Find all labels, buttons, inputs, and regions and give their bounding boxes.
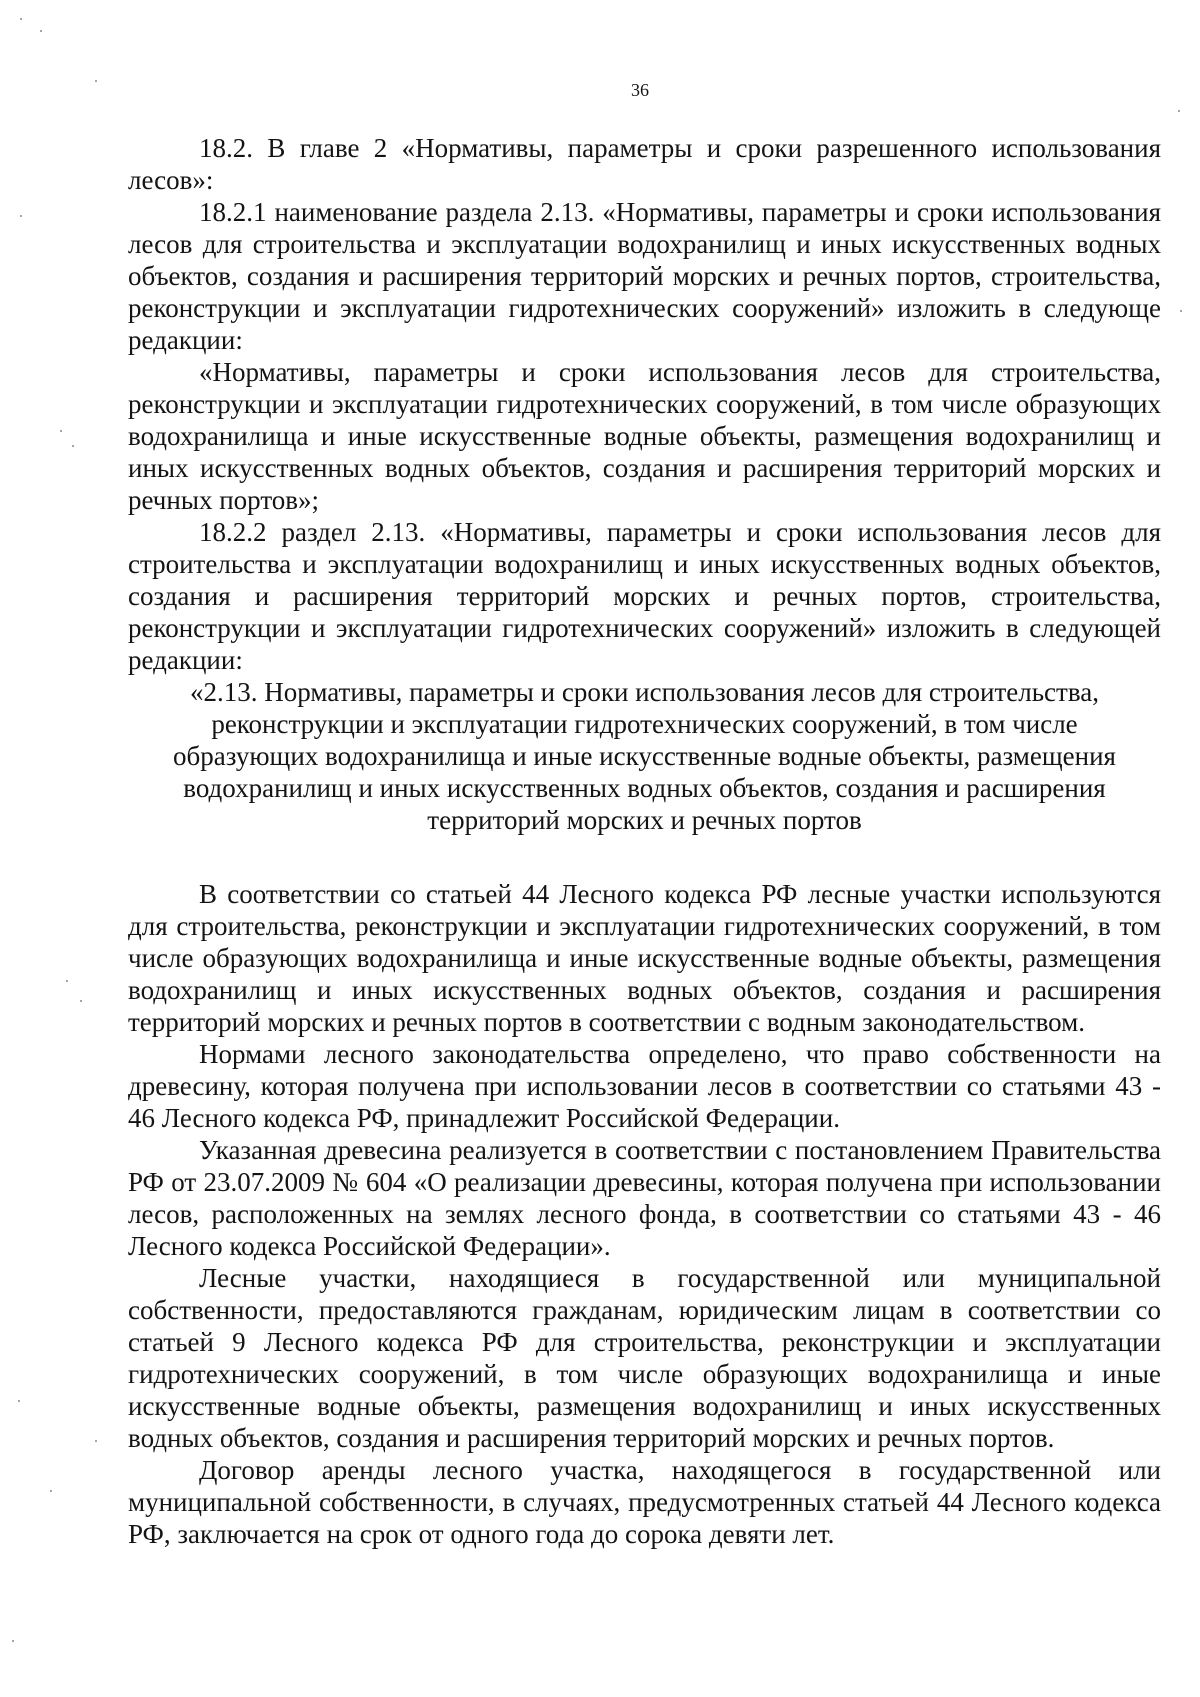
scan-speck (40, 30, 42, 32)
heading-line: образующих водохранилища и иные искусственные водные объекты, размещения (173, 741, 1116, 771)
scan-speck (18, 1400, 20, 1402)
paragraph-18-2-intro: 18.2. В главе 2 «Нормативы, параметры и сроки разрешенного использования лесов»: (128, 133, 1161, 195)
scan-speck (20, 215, 22, 217)
body-paragraph-3: Указанная древесина реализуется в соответствии с постановлением Правительства РФ от 23.07.2009 № 604 «О реализации древесины, которая получена при использовании лесов, расположенных на землях лесного фонда, в соответствии со статьями 43 - 46 Лесного кодекса Российской Федерации». (128, 1135, 1161, 1261)
scan-speck (50, 1490, 52, 1492)
document-text (128, 132, 1161, 1550)
body-paragraph-1: В соответствии со статьей 44 Лесного кодекса РФ лесные участки используются для строительства, реконструкции и эксплуатации гидротехнических сооружений, в том числе образующих водохранилища и иные искусственные водные объекты, размещения водохранилищ и иных искусственных водных объектов, создания и расширения территорий морских и речных портов в соответствии с водным законодательством. (128, 879, 1161, 1037)
scan-speck (72, 445, 74, 447)
scan-speck (20, 18, 22, 20)
scan-speck (95, 80, 97, 82)
body-paragraph-4: Лесные участки, находящиеся в государственной или муниципальной собственности, предоставляются гражданам, юридическим лицам в соответствии со статьей 9 Лесного кодекса РФ для строительства, реконструкции и эксплуатации гидротехнических сооружений, в том числе образующих водохранилища и иные искусственные водные объекты, размещения водохранилищ и иных искусственных водных объектов, создания и расширения территорий морских и речных портов. (128, 1263, 1161, 1453)
page-number: 36 (631, 80, 649, 100)
scan-speck (12, 1640, 14, 1642)
scan-speck (66, 980, 68, 982)
paragraph-18-2-1: 18.2.1 наименование раздела 2.13. «Нормативы, параметры и сроки использования лесов для строительства и эксплуатации водохранилищ и иных искусственных водных объектов, создания и расширения территорий морских и речных портов, строительства, реконструкции и эксплуатации гидротехнических сооружений» изложить в следующе редакции: (128, 197, 1161, 355)
scan-speck (95, 1440, 97, 1442)
section-2-13-heading (128, 676, 1161, 836)
paragraph-18-2-2: 18.2.2 раздел 2.13. «Нормативы, параметры и сроки использования лесов для строительства и эксплуатации водохранилищ и иных искусственных водных объектов, создания и расширения территорий морских и речных портов, строительства, реконструкции и эксплуатации гидротехнических сооружений» изложить в следующей редакции: (128, 517, 1161, 675)
heading-line: «2.13. Нормативы, параметры и сроки использования лесов для строительства, (190, 677, 1099, 707)
heading-line: водохранилищ и иных искусственных водных объектов, создания и расширения (183, 773, 1106, 803)
body-paragraph-5: Договор аренды лесного участка, находящегося в государственной или муниципальной собственности, в случаях, предусмотренных статьей 44 Лесного кодекса РФ, заключается на срок от одного года до сорока девяти лет. (128, 1455, 1161, 1549)
scan-speck (1180, 310, 1182, 312)
spacer (128, 836, 1161, 878)
heading-line: территорий морских и речных портов (427, 805, 862, 835)
heading-line: реконструкции и эксплуатации гидротехнических сооружений, в том числе (211, 709, 1078, 739)
paragraph-new-title-quote: «Нормативы, параметры и сроки использования лесов для строительства, реконструкции и эксплуатации гидротехнических сооружений, в том числе образующих водохранилища и иные искусственные водные объекты, размещения водохранилищ и иных искусственных водных объектов, создания и расширения территорий морских и речных портов»; (128, 357, 1161, 515)
scan-speck (80, 1000, 82, 1002)
body-paragraph-2: Нормами лесного законодательства определено, что право собственности на древесину, которая получена при использовании лесов в соответствии со статьями 43 - 46 Лесного кодекса РФ, принадлежит Российской Федерации. (128, 1039, 1161, 1133)
scan-speck (1178, 110, 1180, 112)
scan-speck (60, 430, 62, 432)
